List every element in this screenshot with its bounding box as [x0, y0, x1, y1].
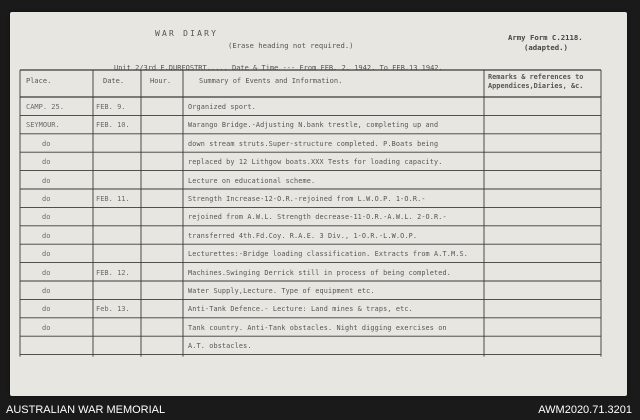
row-place: do [42, 305, 51, 314]
row-summary: Tank country. Anti-Tank obstacles. Night digging exercises on [188, 323, 447, 332]
row-summary: Anti-Tank Defence.- Lecture: Land mines & traps, etc. [188, 305, 413, 314]
row-summary: Water Supply,Lecture. Type of equipment etc. [188, 287, 375, 295]
column-header: Date. [103, 77, 125, 85]
row-place: do [42, 231, 51, 240]
row-summary: transferred 4th.Fd.Coy. R.A.E. 3 Div., 1-O.R.-L.W.O.P. [188, 231, 418, 240]
row-summary: down stream struts.Super-structure completed. P.Boats being [188, 139, 439, 148]
row-summary: Strength Increase-12-O.R.-rejoined from L.W.O.P. 1-O.R.- [188, 195, 426, 203]
row-place: do [42, 195, 51, 203]
row-summary: Lecture on educational scheme. [188, 176, 316, 185]
column-header: Remarks & references to Appendices,Diaries, &c. [488, 73, 584, 90]
row-summary: Machines.Swinging Derrick still in process of being completed. [188, 268, 452, 277]
row-place: do [42, 158, 51, 167]
row-summary: A.T. obstacles. [188, 342, 252, 351]
diary-subtitle: (Erase heading not required.) [228, 41, 354, 50]
unit-date-line: Unit 2/3rd E.DURFOSTRT..... Date & Time --- From FEB. 2. 1942. To FEB.13 1942. [114, 64, 443, 72]
row-place: CAMP. 25. [26, 103, 64, 111]
row-summary: Organized sport. [188, 103, 256, 111]
row-summary: replaced by 12 Lithgow boats.XXX Tests for loading capacity. [188, 158, 443, 167]
footer-credit: AUSTRALIAN WAR MEMORIAL [6, 404, 166, 416]
column-header: Hour. [150, 77, 172, 85]
row-summary: rejoined from A.W.L. Strength decrease-11-O.R.-A.W.L. 2-O.R.- [188, 213, 447, 222]
row-place: do [42, 139, 51, 148]
row-date: FEB. 9. [96, 103, 126, 111]
row-place: SEYMOUR. [26, 121, 60, 130]
army-form-number: Army Form C.2118. [508, 33, 583, 42]
row-date: FEB. 11. [96, 195, 130, 203]
row-place: do [42, 323, 51, 332]
row-place: do [42, 250, 51, 259]
row-place: do [42, 268, 51, 277]
row-date: Feb. 13. [96, 305, 130, 314]
row-place: do [42, 213, 51, 222]
row-summary: Lecturettes:-Bridge loading classification. Extracts from A.T.M.S. [188, 250, 468, 259]
column-header: Place. [26, 77, 52, 85]
diary-title: WAR DIARY [155, 29, 219, 38]
row-place: do [42, 287, 51, 295]
army-form-adapted: (adapted.) [524, 43, 568, 52]
row-summary: Warango Bridge.-Adjusting N.bank trestle, completing up and [188, 121, 439, 130]
row-date: FEB. 10. [96, 121, 130, 130]
footer-accession-number: AWM2020.71.3201 [538, 404, 632, 416]
column-header: Summary of Events and Information. [199, 77, 343, 85]
row-date: FEB. 12. [96, 268, 130, 277]
row-place: do [42, 176, 51, 185]
